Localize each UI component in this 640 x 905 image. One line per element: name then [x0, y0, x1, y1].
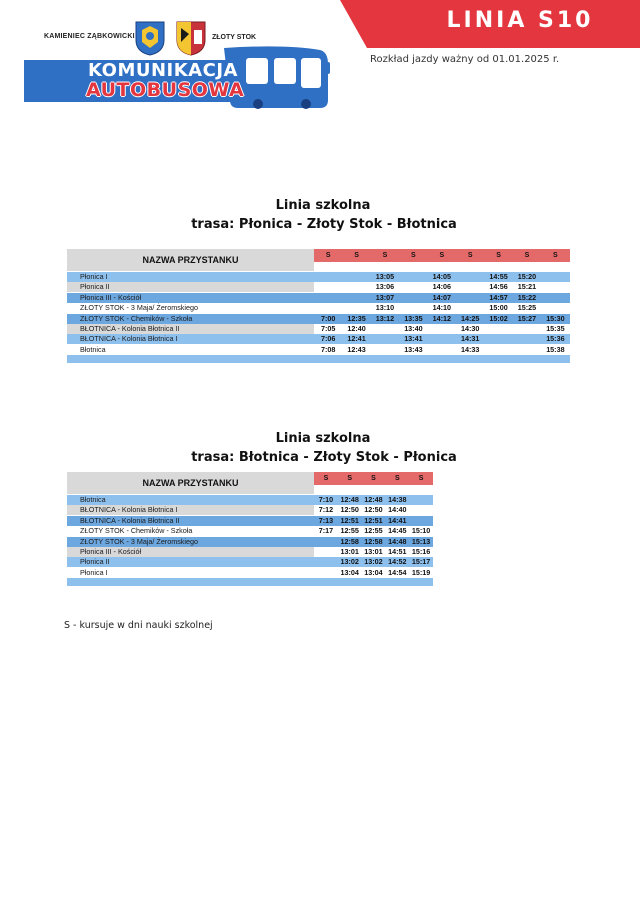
departure-time: 14:51	[388, 547, 407, 556]
departure-times	[314, 495, 433, 505]
departure-times	[314, 272, 570, 282]
departure-times	[314, 293, 570, 303]
departure-time: 7:10	[318, 495, 334, 504]
departure-time: 15:20	[517, 272, 537, 281]
timetable-row	[67, 293, 570, 303]
departure-time: 12:58	[340, 536, 359, 546]
departure-times	[314, 282, 570, 292]
departure-time: 13:40	[404, 324, 423, 333]
departure-time: 12:55	[364, 526, 383, 536]
departure-time: 15:22	[517, 292, 537, 302]
departure-time: 15:16	[411, 547, 431, 556]
departure-time: 7:00	[321, 313, 336, 323]
departure-time: 13:35	[404, 313, 423, 323]
logo-text-line1: KOMUNIKACJA	[88, 60, 238, 81]
municipality-left: KAMIENIEC ZĄBKOWICKI	[44, 33, 135, 40]
stop-name: Płonica I	[67, 568, 314, 578]
departure-time: 13:04	[340, 567, 359, 577]
stop-name-header: NAZWA PRZYSTANKU	[67, 472, 314, 494]
departure-time: 12:58	[364, 536, 383, 546]
departure-time: 14:30	[461, 324, 480, 333]
stop-name: ZŁOTY STOK - 3 Maja/ Żeromskiego	[67, 303, 314, 313]
departure-time: 7:17	[318, 526, 334, 536]
timetable-row	[67, 314, 570, 324]
departure-time: 13:12	[375, 313, 395, 323]
stop-name: Płonica I	[67, 272, 314, 282]
timetable-1	[67, 249, 570, 365]
departure-times	[314, 314, 570, 324]
departure-time: 14:05	[432, 272, 451, 281]
stop-name: BŁOTNICA - Kolonia Błotnica I	[67, 505, 314, 515]
departure-time: 12:43	[347, 344, 366, 354]
departure-time: 14:41	[388, 515, 407, 525]
day-mark: S	[439, 252, 445, 259]
timetable-row	[67, 568, 433, 578]
departure-time: 13:07	[375, 292, 395, 302]
timetable2-title: Linia szkolna	[275, 431, 371, 446]
departure-time: 14:12	[432, 313, 451, 323]
departure-time: 13:04	[364, 567, 383, 577]
timetable-row	[67, 547, 433, 557]
departure-time: 15:02	[489, 313, 508, 323]
departure-times	[314, 537, 433, 547]
departure-time: 7:05	[321, 324, 336, 333]
departure-time: 15:00	[489, 303, 508, 313]
departure-time: 12:51	[340, 515, 359, 525]
departure-time: 15:25	[517, 303, 537, 313]
departure-times	[314, 303, 570, 313]
departure-times	[314, 557, 433, 567]
logo-text-line2: AUTOBUSOWA	[86, 79, 245, 101]
day-mark: S	[394, 475, 400, 482]
departure-times	[314, 526, 433, 536]
departure-time: 13:43	[404, 344, 423, 354]
departure-time: 14:33	[461, 344, 480, 354]
stop-name: ZŁOTY STOK - 3 Maja/ Żeromskiego	[67, 537, 314, 547]
departure-time: 14:38	[388, 495, 407, 504]
stop-name: ZŁOTY STOK - Chemików - Szkoła	[67, 314, 314, 324]
departure-times	[314, 547, 433, 557]
departure-times	[314, 568, 433, 578]
departure-time: 14:56	[489, 282, 508, 292]
departure-time: 13:02	[340, 557, 359, 567]
line-title: LINIA S10	[446, 8, 594, 33]
departure-time: 15:17	[411, 557, 431, 567]
departure-time: 15:38	[546, 344, 565, 354]
timetable-row	[67, 516, 433, 526]
day-marks-row	[314, 472, 433, 485]
day-mark: S	[524, 252, 530, 259]
departure-time: 14:31	[461, 334, 480, 344]
departure-time: 15:36	[546, 334, 565, 344]
departure-time: 13:05	[375, 272, 395, 281]
departure-time: 14:10	[432, 303, 451, 313]
timetable-row	[67, 537, 433, 547]
departure-time: 13:02	[364, 557, 383, 567]
day-mark: S	[347, 475, 353, 482]
stop-name: ZŁOTY STOK - Chemików - Szkoła	[67, 526, 314, 536]
timetable-row	[67, 526, 433, 536]
timetable-2	[67, 472, 458, 588]
departure-time: 13:06	[375, 282, 395, 292]
day-marks-row	[314, 249, 570, 262]
stop-name: Błotnica	[67, 495, 314, 505]
departure-time: 15:19	[411, 567, 431, 577]
municipality-right: ZŁOTY STOK	[212, 34, 257, 41]
departure-time: 14:57	[489, 292, 508, 302]
validity-date: Rozkład jazdy ważny od 01.01.2025 r.	[370, 54, 560, 65]
timetable-row	[67, 303, 570, 313]
departure-times	[314, 345, 570, 355]
legend-note: S - kursuje w dni nauki szkolnej	[64, 620, 213, 631]
departure-time: 12:50	[340, 505, 359, 515]
day-mark: S	[382, 252, 388, 259]
departure-time: 13:10	[375, 303, 395, 313]
timetable-row	[67, 557, 433, 567]
timetable1-title: Linia szkolna	[275, 198, 371, 213]
timetable-row	[67, 272, 570, 282]
departure-time: 14:06	[432, 282, 451, 292]
page-header	[0, 0, 640, 120]
departure-time: 12:50	[364, 505, 383, 515]
departure-times	[314, 324, 570, 334]
departure-time: 7:13	[318, 515, 334, 525]
departure-time: 15:35	[546, 324, 565, 333]
stop-name: Błotnica	[67, 345, 314, 355]
day-mark: S	[418, 475, 424, 482]
day-mark: S	[371, 475, 376, 482]
departure-time: 15:30	[546, 313, 565, 323]
departure-time: 14:48	[388, 536, 407, 546]
departure-time: 7:06	[321, 334, 336, 344]
timetable-row	[67, 334, 570, 344]
departure-time: 7:12	[318, 505, 334, 515]
stop-name: BŁOTNICA - Kolonia Błotnica I	[67, 334, 314, 344]
departure-time: 14:52	[388, 557, 407, 567]
departure-time: 12:55	[340, 526, 359, 536]
stop-name: BŁOTNICA - Kolonia Błotnica II	[67, 324, 314, 334]
departure-time: 13:01	[364, 547, 383, 556]
departure-time: 12:48	[340, 495, 359, 504]
day-mark: S	[467, 252, 473, 259]
timetable-row	[67, 495, 433, 505]
departure-time: 14:40	[388, 505, 407, 515]
day-mark: S	[354, 252, 359, 259]
timetable-row	[67, 345, 570, 355]
departure-time: 15:10	[411, 526, 431, 536]
departure-time: 12:48	[364, 495, 383, 504]
departure-time: 13:41	[404, 334, 423, 344]
departure-time: 14:25	[461, 313, 480, 323]
departure-time: 15:21	[517, 282, 537, 292]
departure-time: 15:27	[517, 313, 537, 323]
table-footer-bar	[67, 355, 570, 363]
stop-name-header: NAZWA PRZYSTANKU	[67, 249, 314, 271]
timetable-row	[67, 324, 570, 334]
day-mark: S	[323, 475, 329, 482]
day-mark: S	[325, 252, 331, 259]
day-mark: S	[553, 252, 558, 259]
stop-name: Płonica III - Kościół	[67, 547, 314, 557]
departure-time: 14:54	[388, 567, 407, 577]
timetable2-route: trasa: Błotnica - Złoty Stok - Płonica	[191, 450, 457, 465]
stop-name: BŁOTNICA - Kolonia Błotnica II	[67, 516, 314, 526]
departure-time: 14:55	[489, 272, 508, 281]
departure-time: 12:40	[347, 324, 366, 333]
departure-time: 14:07	[432, 292, 451, 302]
table-footer-bar	[67, 578, 433, 586]
departure-time: 12:51	[364, 515, 383, 525]
stop-name: Płonica III - Kościół	[67, 293, 314, 303]
departure-time: 12:35	[347, 313, 366, 323]
departure-time: 13:01	[340, 547, 359, 556]
departure-time: 12:41	[347, 334, 366, 344]
departure-time: 15:13	[411, 536, 431, 546]
departure-time: 14:45	[388, 526, 407, 536]
timetable-row	[67, 282, 570, 292]
timetable1-route: trasa: Płonica - Złoty Stok - Błotnica	[191, 217, 457, 232]
stop-name: Płonica II	[67, 282, 314, 292]
day-mark: S	[411, 252, 416, 259]
departure-times	[314, 505, 433, 515]
timetable-row	[67, 505, 433, 515]
departure-times	[314, 516, 433, 526]
departure-times	[314, 334, 570, 344]
departure-time: 7:08	[321, 344, 336, 354]
day-mark: S	[496, 252, 501, 259]
stop-name: Płonica II	[67, 557, 314, 567]
